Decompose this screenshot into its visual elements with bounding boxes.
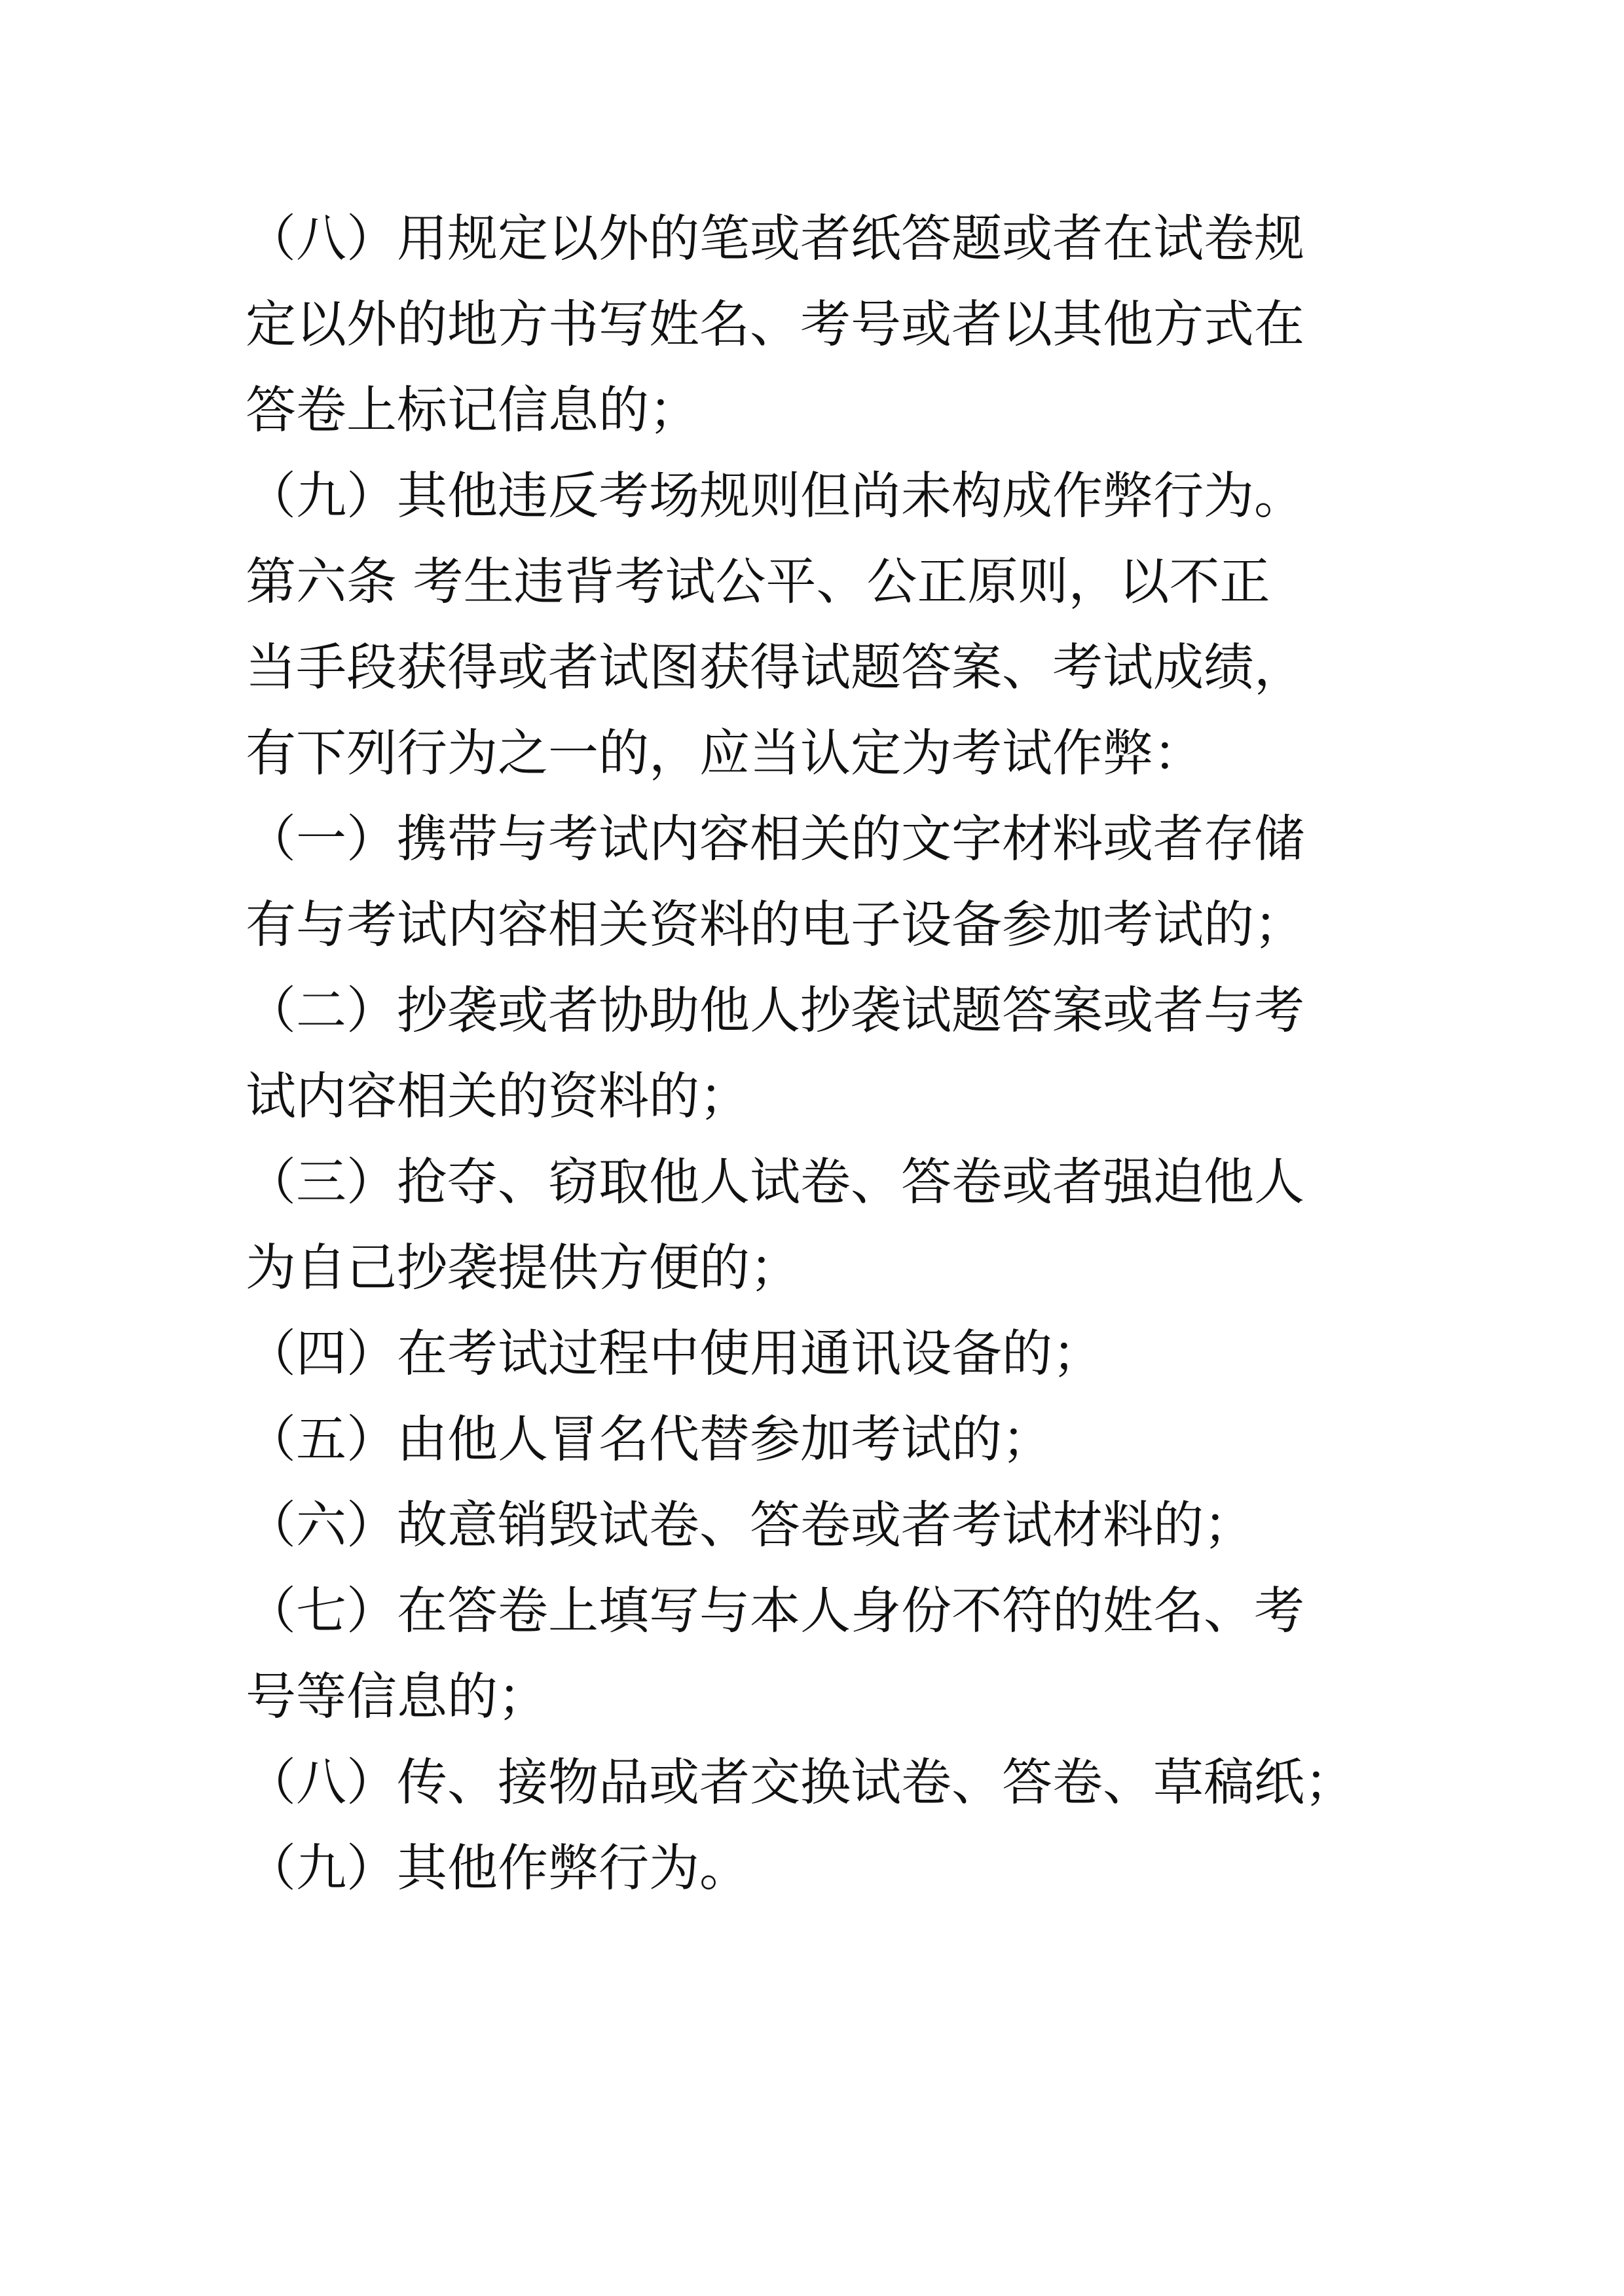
text-line: （九）其他作弊行为。 — [246, 1840, 750, 1898]
text-line: 试内容相关的资料的； — [246, 1068, 750, 1126]
text-line: 号等信息的； — [246, 1668, 548, 1726]
text-line: 当手段获得或者试图获得试题答案、考试成绩， — [246, 639, 1304, 697]
text-line: （八）用规定以外的笔或者纸答题或者在试卷规 — [246, 210, 1304, 268]
text-line: 第六条 考生违背考试公平、公正原则，以不正 — [246, 553, 1270, 611]
text-line: 答卷上标记信息的； — [246, 382, 699, 440]
text-line: 为自己抄袭提供方便的； — [246, 1239, 800, 1298]
text-line: （一）携带与考试内容相关的文字材料或者存储 — [246, 811, 1304, 869]
text-line: （七）在答卷上填写与本人身份不符的姓名、考 — [246, 1582, 1304, 1641]
text-line: （六）故意销毁试卷、答卷或者考试材料的； — [246, 1497, 1254, 1555]
text-line: （五）由他人冒名代替参加考试的； — [246, 1411, 1052, 1469]
text-line: （九）其他违反考场规则但尚未构成作弊行为。 — [246, 467, 1304, 526]
text-line: 有与考试内容相关资料的电子设备参加考试的； — [246, 896, 1304, 955]
document-body — [246, 196, 1382, 1912]
text-line: （二）抄袭或者协助他人抄袭试题答案或者与考 — [246, 982, 1304, 1040]
text-line: （三）抢夺、窃取他人试卷、答卷或者强迫他人 — [246, 1154, 1304, 1212]
text-line: （八）传、接物品或者交换试卷、答卷、草稿纸； — [246, 1754, 1355, 1812]
text-line: （四）在考试过程中使用通讯设备的； — [246, 1325, 1103, 1383]
text-line: 有下列行为之一的，应当认定为考试作弊： — [246, 725, 1204, 783]
text-line: 定以外的地方书写姓名、考号或者以其他方式在 — [246, 296, 1304, 354]
